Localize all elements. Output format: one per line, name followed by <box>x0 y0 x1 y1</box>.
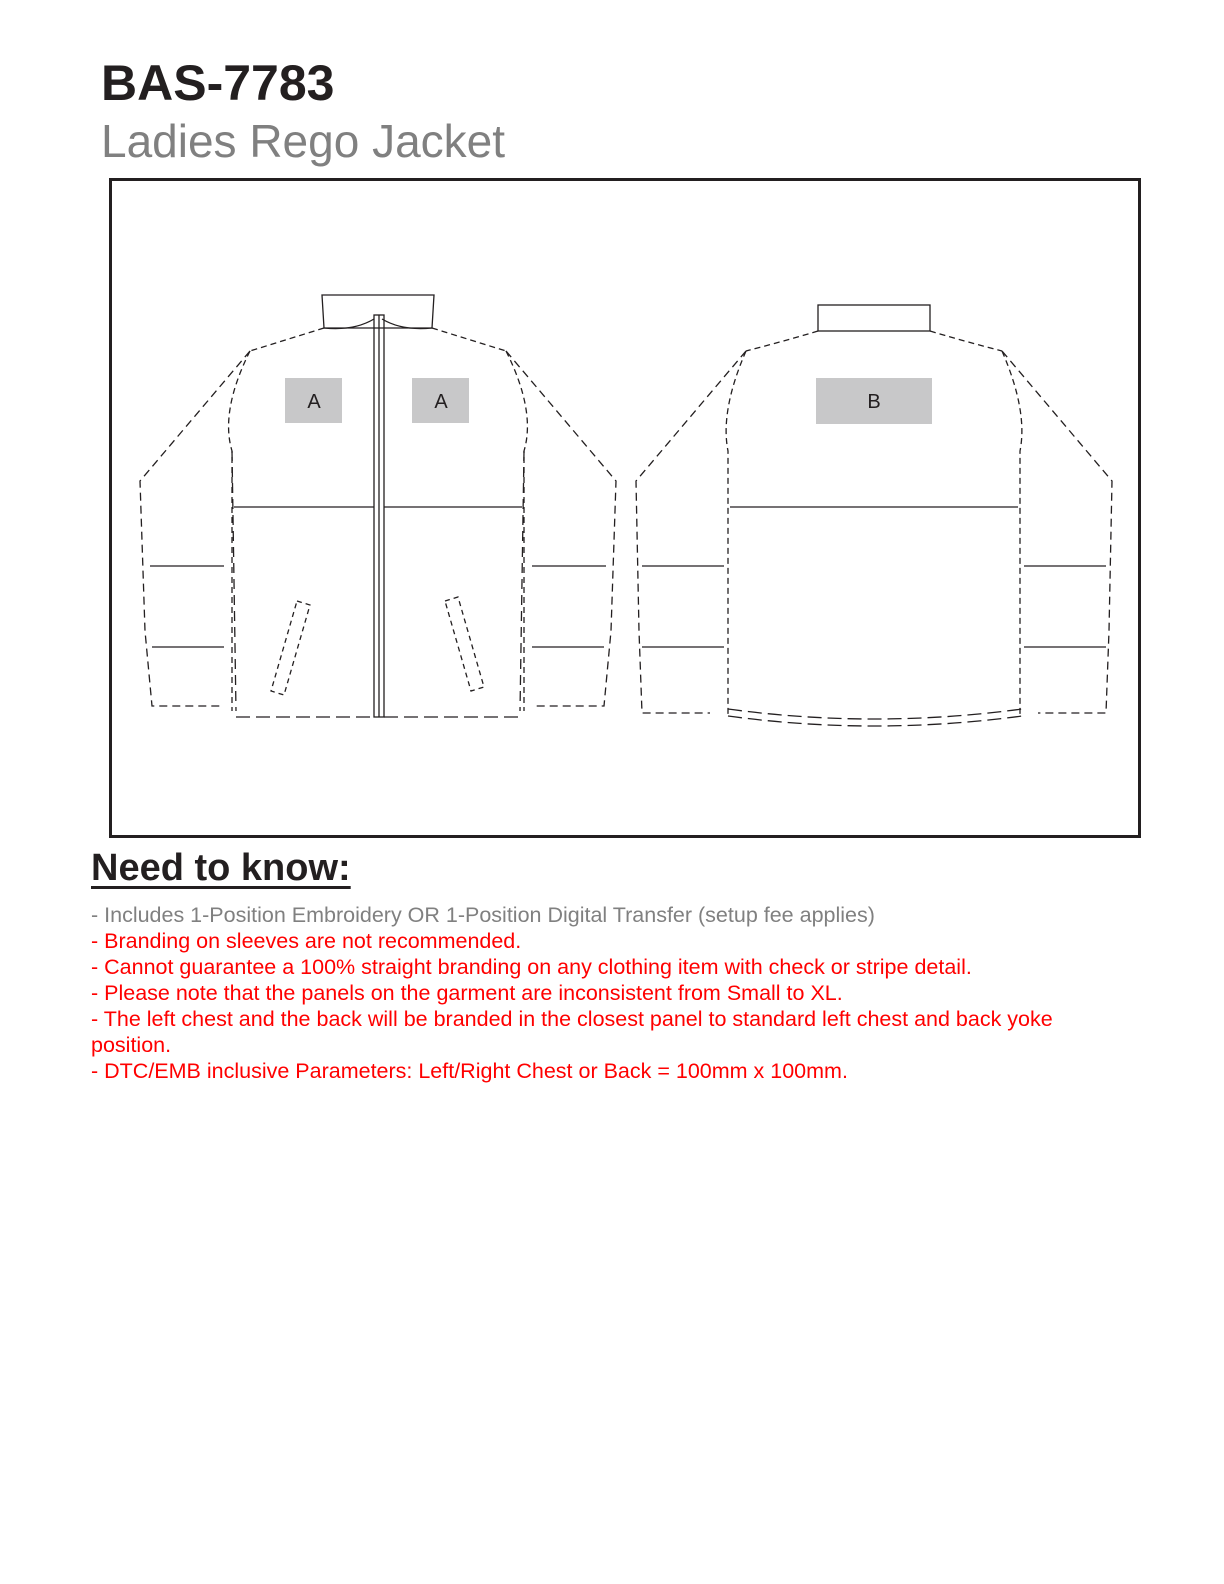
back-jacket-drawing <box>636 305 1112 726</box>
front-jacket-drawing <box>140 295 616 717</box>
front-position-a-right <box>412 378 469 423</box>
note-item: - DTC/EMB inclusive Parameters: Left/Right Chest or Back = 100mm x 100mm. <box>91 1059 848 1083</box>
back-position-b <box>816 378 932 424</box>
position-label: B <box>867 391 881 413</box>
position-label: A <box>434 391 448 413</box>
need-to-know-list <box>91 902 1111 1084</box>
garment-diagram <box>112 181 1138 835</box>
garment-diagram-frame <box>109 178 1141 838</box>
position-label: A <box>307 391 321 413</box>
product-code: BAS-7783 <box>101 55 335 111</box>
note-item: - Please note that the panels on the garment are inconsistent from Small to XL. <box>91 981 843 1005</box>
note-item: - Cannot guarantee a 100% straight branding on any clothing item with check or stripe detail. <box>91 955 972 979</box>
note-item: - Includes 1-Position Embroidery OR 1-Position Digital Transfer (setup fee applies) <box>91 903 875 927</box>
note-item: - Branding on sleeves are not recommended. <box>91 929 522 953</box>
need-to-know-heading: Need to know: <box>91 847 351 889</box>
product-name: Ladies Rego Jacket <box>101 115 506 167</box>
front-position-a-left <box>285 378 342 423</box>
note-item: - The left chest and the back will be branded in the closest panel to standard left chest and back yoke position. <box>91 1007 1053 1057</box>
